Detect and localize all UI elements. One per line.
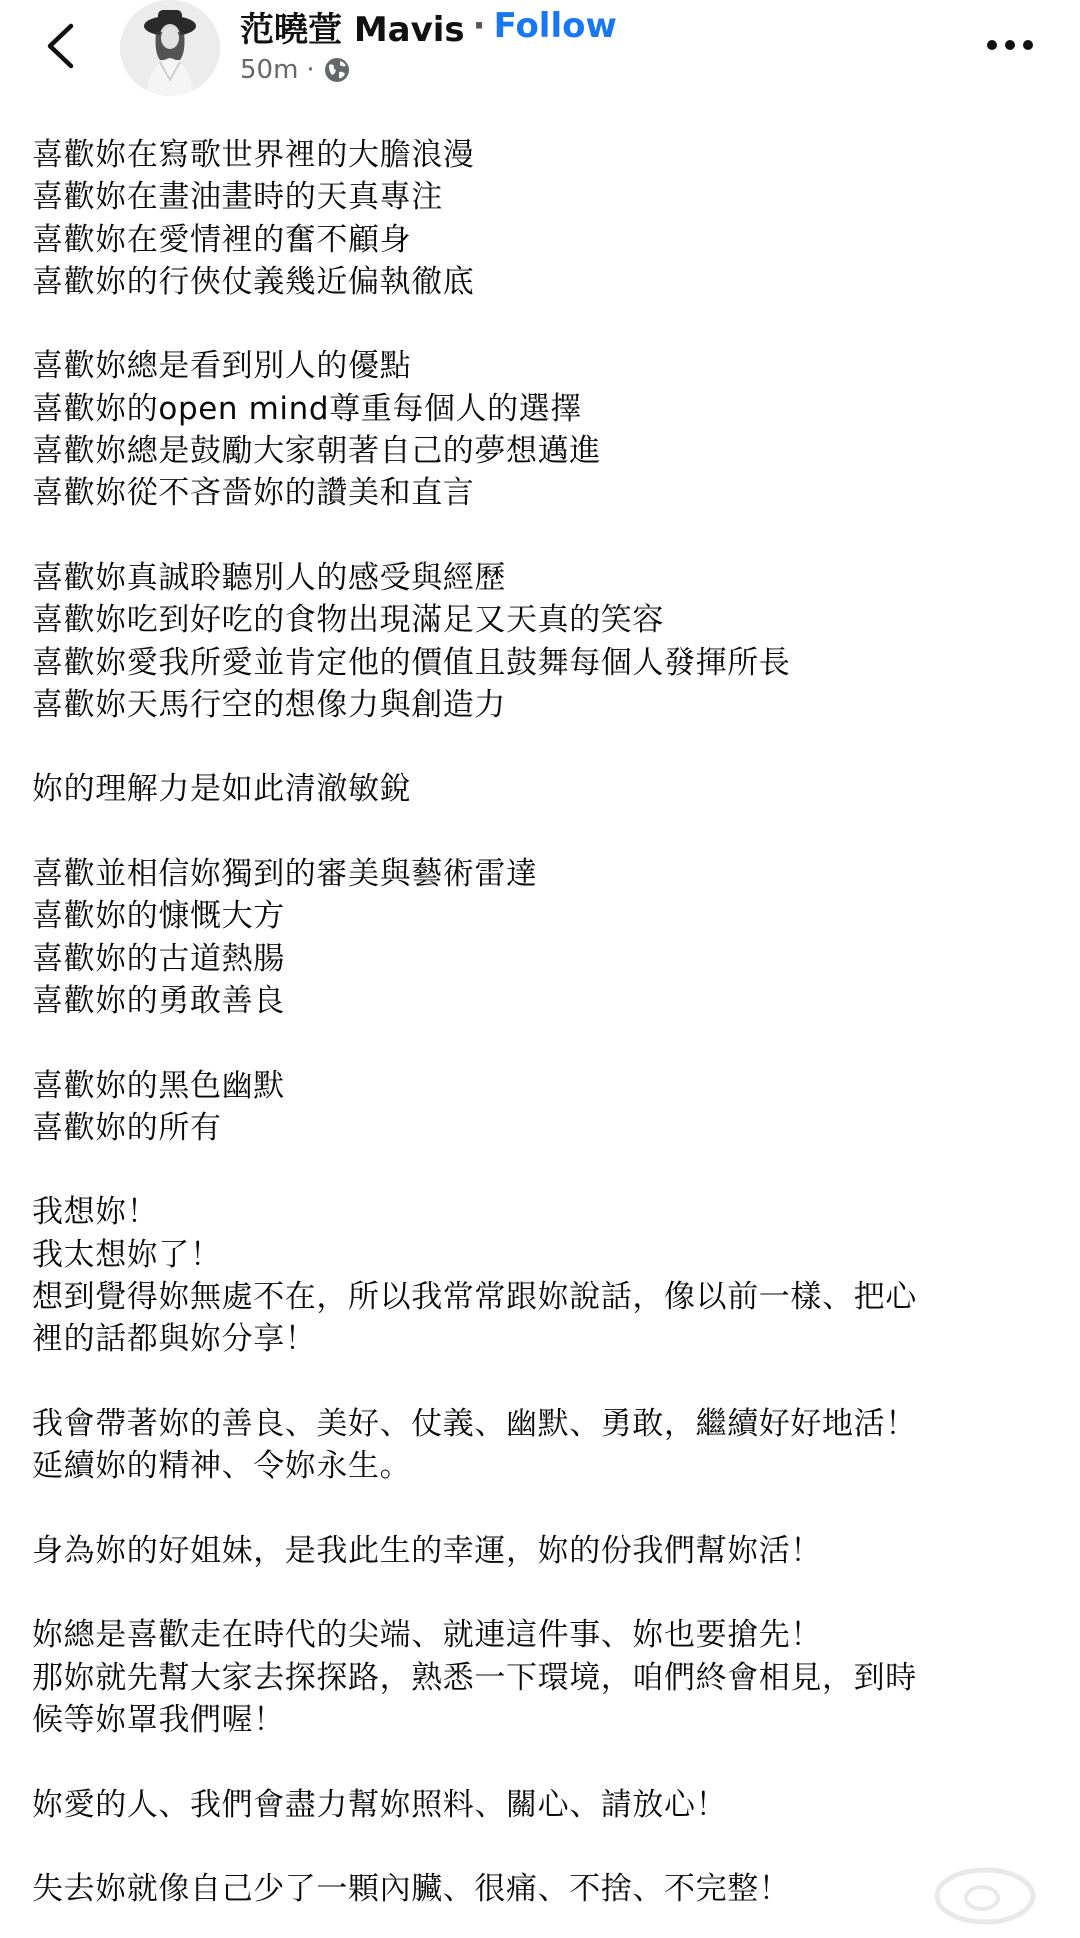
post-line: 喜歡妳吃到好吃的食物出現滿足又天真的笑容 <box>32 602 664 639</box>
more-horizontal-icon <box>986 39 1034 51</box>
name-separator: · <box>472 6 486 46</box>
post-line: 我想妳！ <box>32 1194 159 1231</box>
post-line: 我會帶著妳的善良、美好、仗義、幽默、勇敢，繼續好好地活！ <box>32 1405 917 1442</box>
paragraph-gap <box>32 303 1052 345</box>
post-line: 喜歡妳在畫油畫時的天真專注 <box>32 179 443 216</box>
post-line: 那妳就先幫大家去探探路，熟悉一下環境，咱們終會相見，到時 <box>32 1659 917 1696</box>
paragraph-gap <box>32 1826 1052 1868</box>
author-line <box>240 4 617 48</box>
post-meta <box>240 52 351 88</box>
author-avatar[interactable] <box>120 0 220 96</box>
post-line: 喜歡並相信妳獨到的審美與藝術雷達 <box>32 856 538 893</box>
post-line: 失去妳就像自己少了一顆內臟、很痛、不捨、不完整！ <box>32 1871 791 1908</box>
post-line: 裡的話都與妳分享！ <box>32 1321 317 1358</box>
post-line: 喜歡妳在愛情裡的奮不顧身 <box>32 221 412 258</box>
paragraph-gap <box>32 1488 1052 1530</box>
post-line: 延續妳的精神、令妳永生。 <box>32 1448 412 1485</box>
more-options-button[interactable] <box>980 30 1040 60</box>
post-line: 妳總是喜歡走在時代的尖端、就連這件事、妳也要搶先！ <box>32 1617 822 1654</box>
chevron-left-icon <box>45 23 75 69</box>
paragraph-gap <box>32 1741 1052 1783</box>
post-line: 喜歡妳的古道熱腸 <box>32 940 285 977</box>
post-line: 身為妳的好姐妹，是我此生的幸運，妳的份我們幫妳活！ <box>32 1532 822 1569</box>
post-line: 妳愛的人、我們會盡力幫妳照料、關心、請放心！ <box>32 1786 728 1823</box>
post-line: 喜歡妳總是看到別人的優點 <box>32 348 412 385</box>
post-body <box>32 134 1052 1910</box>
meta-separator: · <box>306 55 315 85</box>
post-header <box>0 0 1080 110</box>
post-line: 喜歡妳從不吝嗇妳的讚美和直言 <box>32 475 475 512</box>
post-line: 喜歡妳在寫歌世界裡的大膽浪漫 <box>32 137 475 173</box>
paragraph-gap <box>32 1149 1052 1191</box>
watermark-logo <box>930 1858 1040 1928</box>
follow-button[interactable]: Follow <box>493 6 617 46</box>
post-line: 我太想妳了！ <box>32 1236 222 1273</box>
post-line: 喜歡妳天馬行空的想像力與創造力 <box>32 686 506 723</box>
post-line: 喜歡妳的open mind尊重每個人的選擇 <box>32 390 582 427</box>
post-line: 喜歡妳的行俠仗義幾近偏執徹底 <box>32 263 475 300</box>
post-line: 喜歡妳總是鼓勵大家朝著自己的夢想邁進 <box>32 433 601 470</box>
post-line: 喜歡妳的所有 <box>32 1109 222 1146</box>
post-timestamp[interactable]: 50m <box>240 55 299 85</box>
post-line: 喜歡妳愛我所愛並肯定他的價值且鼓舞每個人發揮所長 <box>32 644 791 681</box>
paragraph-gap <box>32 515 1052 557</box>
globe-icon[interactable] <box>323 56 351 84</box>
paragraph-gap <box>32 1572 1052 1614</box>
post-line: 妳的理解力是如此清澈敏銳 <box>32 771 412 808</box>
back-button[interactable] <box>34 14 86 78</box>
post-line: 喜歡妳真誠聆聽別人的感受與經歷 <box>32 559 506 596</box>
paragraph-gap <box>32 1022 1052 1064</box>
post-line: 喜歡妳的慷慨大方 <box>32 898 285 935</box>
post-line: 喜歡妳的勇敢善良 <box>32 982 285 1019</box>
paragraph-gap <box>32 1361 1052 1403</box>
post-line: 想到覺得妳無處不在，所以我常常跟妳說話，像以前一樣、把心 <box>32 1279 917 1316</box>
paragraph-gap <box>32 811 1052 853</box>
author-name[interactable]: 范曉萱 Mavis <box>240 9 465 50</box>
post-line: 喜歡妳的黑色幽默 <box>32 1067 285 1104</box>
paragraph-gap <box>32 726 1052 768</box>
post-line: 候等妳罩我們喔！ <box>32 1701 285 1738</box>
